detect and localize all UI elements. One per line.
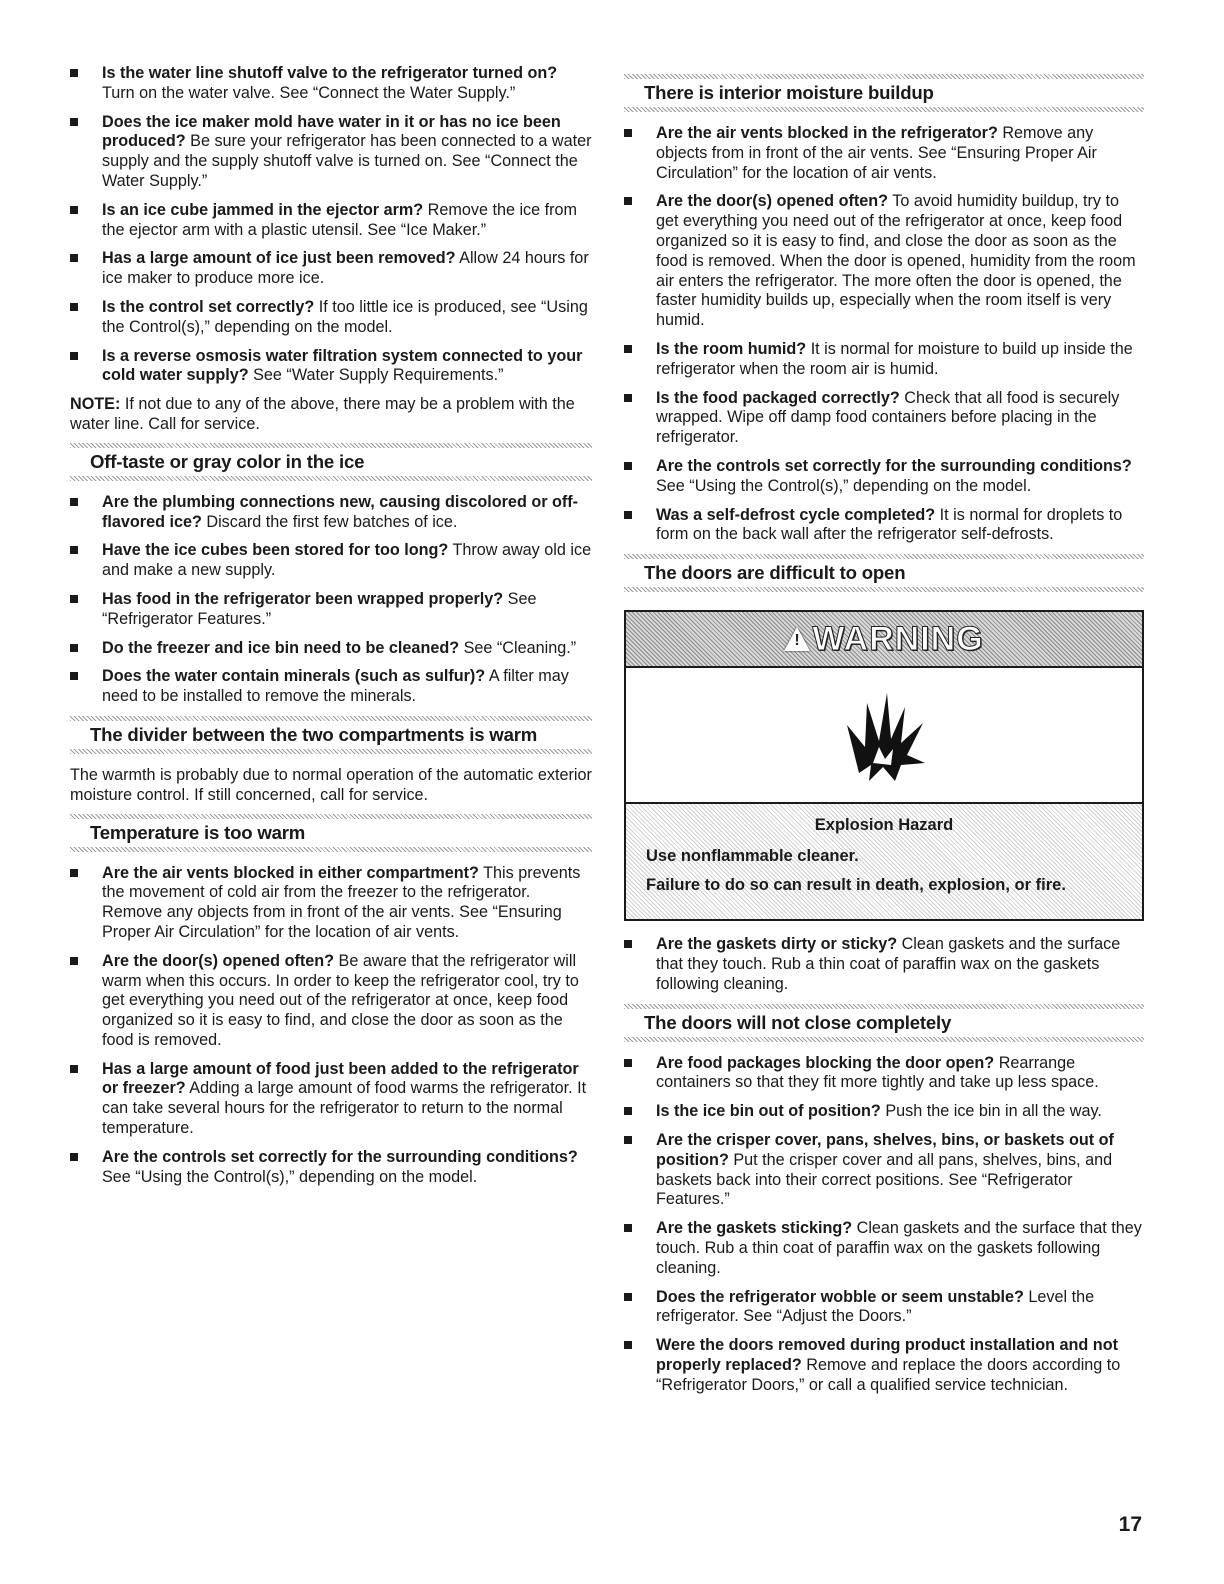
bullet-list: [624, 124, 1144, 545]
list-item: [70, 249, 592, 289]
list-item: [70, 113, 592, 192]
bullet-icon: [70, 206, 78, 214]
bullet-icon: [624, 462, 632, 470]
question: Were the doors removed during product installation and not properly replaced?: [656, 1336, 1118, 1374]
answer: To avoid humidity buildup, try to get everything you need out of the refrigerator at once, keep food organized so it is easy to find, and close the door as soon as the food is removed. When the door is opened, humidity from the room air enters the refrigerator. The more often the door is opened, the faster humidity builds up, especially when the room itself is very humid.: [656, 192, 1136, 330]
warning-line: Use nonflammable cleaner.: [646, 847, 859, 866]
section-header-moisture: [624, 74, 1144, 112]
bullet-icon: [70, 957, 78, 965]
list-item: [70, 493, 592, 533]
question: Is the ice bin out of position?: [656, 1102, 881, 1121]
section-title: Temperature is too warm: [90, 821, 306, 843]
bullet-icon: [70, 546, 78, 554]
answer: See “Using the Control(s),” depending on the model.: [102, 1167, 478, 1186]
warning-text: [626, 804, 1142, 919]
answer: Push the ice bin in all the way.: [885, 1102, 1102, 1121]
answer: See “Cleaning.”: [463, 638, 577, 657]
right-column: [624, 64, 1144, 1404]
bullet-icon: [624, 1341, 632, 1349]
section-title: There is interior moisture buildup: [644, 82, 934, 103]
section-header-divider: [70, 716, 592, 754]
divider: [70, 749, 592, 754]
list-item: [624, 124, 1144, 183]
question: Are food packages blocking the door open?: [656, 1053, 995, 1072]
list-item: [70, 541, 592, 581]
bullet-icon: [624, 1136, 632, 1144]
answer: Allow 24 hours for ice maker to produce more ice.: [102, 249, 589, 288]
page-number: 17: [1118, 1513, 1142, 1536]
answer: See “Water Supply Requirements.”: [253, 366, 504, 385]
answer: Check that all food is securely wrapped. Wipe off damp food containers before placing in the refrigerator.: [656, 388, 1120, 447]
bullet-icon: [624, 1107, 632, 1115]
note-text: If not due to any of the above, there may be a problem with the water line. Call for service.: [70, 395, 575, 433]
list-item: [624, 935, 1144, 994]
section-header-temperature: [70, 814, 592, 852]
list-item: [70, 639, 592, 659]
section-title: Off-taste or gray color in the ice: [90, 450, 365, 472]
list-item: [70, 298, 592, 338]
list-item: [624, 506, 1144, 546]
list-item: [70, 201, 592, 241]
hazard-title: Explosion Hazard: [814, 816, 954, 835]
question: Are the controls set correctly for the surrounding conditions?: [102, 1147, 578, 1166]
answer: This prevents the movement of cold air from the freezer to the refrigerator. Remove any objects from in front of the air vents. See “Ensuring Proper Air Circulation” for the location of air vents.: [102, 863, 581, 941]
question: Do the freezer and ice bin need to be cleaned?: [102, 638, 460, 657]
warning-line: Failure to do so can result in death, explosion, or fire.: [646, 876, 1066, 895]
list-item: [624, 1131, 1144, 1210]
list-item: [624, 457, 1144, 497]
divider: [624, 1037, 1144, 1042]
list-item: [624, 192, 1144, 331]
note-label: NOTE:: [70, 395, 121, 414]
bullet-icon: [624, 197, 632, 205]
answer: It is normal for moisture to build up inside the refrigerator when the room air is humid.: [656, 339, 1133, 378]
divider: [70, 847, 592, 852]
question: Are the plumbing connections new, causing discolored or off-flavored ice?: [102, 492, 579, 531]
bullet-icon: [70, 69, 78, 77]
warning-title: WARNING: [812, 619, 984, 658]
question: Is an ice cube jammed in the ejector arm?: [102, 200, 424, 219]
bullet-icon: [70, 498, 78, 506]
list-item: [624, 389, 1144, 448]
section-title: The doors will not close completely: [644, 1011, 952, 1033]
answer: Clean gaskets and the surface that they touch. Rub a thin coat of paraffin wax on the gaskets following cleaning.: [656, 1219, 1142, 1277]
bullet-icon: [624, 129, 632, 137]
answer: Discard the first few batches of ice.: [206, 512, 458, 531]
list-item: [624, 1219, 1144, 1278]
list-item: [70, 864, 592, 943]
section-title: The divider between the two compartments is warm: [90, 723, 538, 745]
list-item: [70, 667, 592, 707]
bullet-icon: [70, 595, 78, 603]
list-item: [624, 1288, 1144, 1328]
bullet-icon: [70, 254, 78, 262]
answer: A filter may need to be installed to remove the minerals.: [102, 667, 569, 706]
answer: See “Refrigerator Features.”: [102, 589, 537, 628]
warning-icon-area: [626, 668, 1142, 804]
section-header-offtaste: [70, 443, 592, 481]
answer: Turn on the water valve. See “Connect the Water Supply.”: [102, 83, 516, 102]
list-item: [70, 952, 592, 1051]
divider: [624, 587, 1144, 592]
question: Was a self-defrost cycle completed?: [656, 505, 936, 524]
left-column: [70, 64, 592, 1196]
question: Are the gaskets dirty or sticky?: [656, 935, 898, 954]
question: Does the refrigerator wobble or seem unstable?: [656, 1287, 1024, 1306]
list-item: [624, 1102, 1144, 1122]
bullet-icon: [70, 118, 78, 126]
list-item: [70, 1148, 592, 1188]
question: Are the air vents blocked in either compartment?: [102, 863, 479, 882]
section-header-doors-open: [624, 554, 1144, 592]
bullet-icon: [624, 1293, 632, 1301]
answer: Remove the ice from the ejector arm with a plastic utensil. See “Ice Maker.”: [102, 200, 578, 239]
bullet-icon: [624, 940, 632, 948]
warning-box: [624, 610, 1144, 921]
answer: Remove any objects from in front of the air vents. See “Ensuring Proper Air Circulation” for the location of air vents.: [656, 124, 1097, 182]
warning-triangle-icon: [784, 627, 810, 651]
divider: [624, 107, 1144, 112]
question: Does the water contain minerals (such as sulfur)?: [102, 667, 486, 686]
question: Are the air vents blocked in the refrigerator?: [656, 124, 998, 142]
list-item: [70, 1060, 592, 1139]
list-item: [624, 340, 1144, 380]
question: Are the controls set correctly for the surrounding conditions?: [656, 456, 1132, 475]
answer: Clean gaskets and the surface that they touch. Rub a thin coat of paraffin wax on the gaskets following cleaning.: [656, 935, 1121, 993]
list-item: [70, 590, 592, 630]
question: Has food in the refrigerator been wrapped properly?: [102, 589, 504, 608]
answer: See “Using the Control(s),” depending on the model.: [656, 476, 1032, 495]
answer: Rearrange containers so that they fit more tightly and take up less space.: [656, 1053, 1099, 1092]
warning-header: [626, 612, 1142, 668]
bullet-icon: [70, 352, 78, 360]
question: Has a large amount of food just been added to the refrigerator or freezer?: [102, 1059, 579, 1098]
section-header-doors-close: [624, 1004, 1144, 1042]
question: Has a large amount of ice just been removed?: [102, 249, 456, 268]
question: Is the food packaged correctly?: [656, 388, 900, 407]
section-title: The doors are difficult to open: [644, 562, 906, 584]
divider: [70, 476, 592, 481]
bullet-icon: [70, 1153, 78, 1161]
bullet-list: [70, 864, 592, 1188]
bullet-icon: [70, 869, 78, 877]
bullet-icon: [70, 672, 78, 680]
question: Have the ice cubes been stored for too long?: [102, 541, 449, 560]
question: Are the door(s) opened often?: [656, 192, 889, 211]
bullet-icon: [624, 1059, 632, 1067]
bullet-list: [70, 493, 592, 707]
bullet-icon: [624, 511, 632, 519]
list-item: [70, 64, 592, 104]
note-paragraph: [70, 395, 592, 435]
bullet-icon: [624, 345, 632, 353]
question: Is the water line shutoff valve to the refrigerator turned on?: [102, 64, 558, 82]
question: Is the control set correctly?: [102, 297, 315, 316]
answer: Level the refrigerator. See “Adjust the Doors.”: [656, 1287, 1095, 1326]
question: Are the gaskets sticking?: [656, 1219, 853, 1238]
bullet-list: [624, 935, 1144, 994]
section-paragraph: The warmth is probably due to normal operation of the automatic exterior moisture control. If still concerned, call for service.: [70, 765, 592, 804]
answer: Be sure your refrigerator has been connected to a water supply and the supply shutoff valve is turned on. See “Connect the Water Supply.”: [102, 132, 592, 190]
answer: It is normal for droplets to form on the back wall after the refrigerator self-defrosts.: [656, 505, 1123, 544]
question: Is the room humid?: [656, 339, 807, 358]
bullet-icon: [70, 303, 78, 311]
list-item: [624, 1336, 1144, 1395]
list-item: [624, 1054, 1144, 1094]
explosion-icon: [839, 685, 929, 785]
answer: Adding a large amount of food warms the refrigerator. It can take several hours for the refrigerator to return to the normal temperature.: [102, 1079, 587, 1138]
bullet-icon: [624, 1224, 632, 1232]
answer: Remove and replace the doors according to “Refrigerator Doors,” or call a qualified service technician.: [656, 1355, 1121, 1394]
answer: Throw away old ice and make a new supply.: [102, 541, 592, 580]
bullet-list: [624, 1054, 1144, 1396]
bullet-icon: [70, 644, 78, 652]
answer: Be aware that the refrigerator will warm when this occurs. In order to keep the refrigerator cool, try to get everything you need out of the refrigerator at once, keep food organized so it is easy to find, and close the door as soon as the food is removed.: [102, 951, 579, 1049]
list-item: [70, 347, 592, 387]
bullet-icon: [70, 1065, 78, 1073]
question: Does the ice maker mold have water in it or has no ice been produced?: [102, 112, 561, 151]
question: Are the door(s) opened often?: [102, 951, 335, 970]
bullet-icon: [624, 394, 632, 402]
answer: Put the crisper cover and all pans, shelves, bins, and baskets back into their correct positions. See “Refrigerator Features.”: [656, 1150, 1113, 1209]
question: Are the crisper cover, pans, shelves, bins, or baskets out of position?: [656, 1130, 1114, 1169]
answer: If too little ice is produced, see “Using the Control(s),” depending on the model.: [102, 297, 588, 336]
bullet-list: [70, 64, 592, 386]
question: Is a reverse osmosis water filtration system connected to your cold water supply?: [102, 346, 583, 385]
